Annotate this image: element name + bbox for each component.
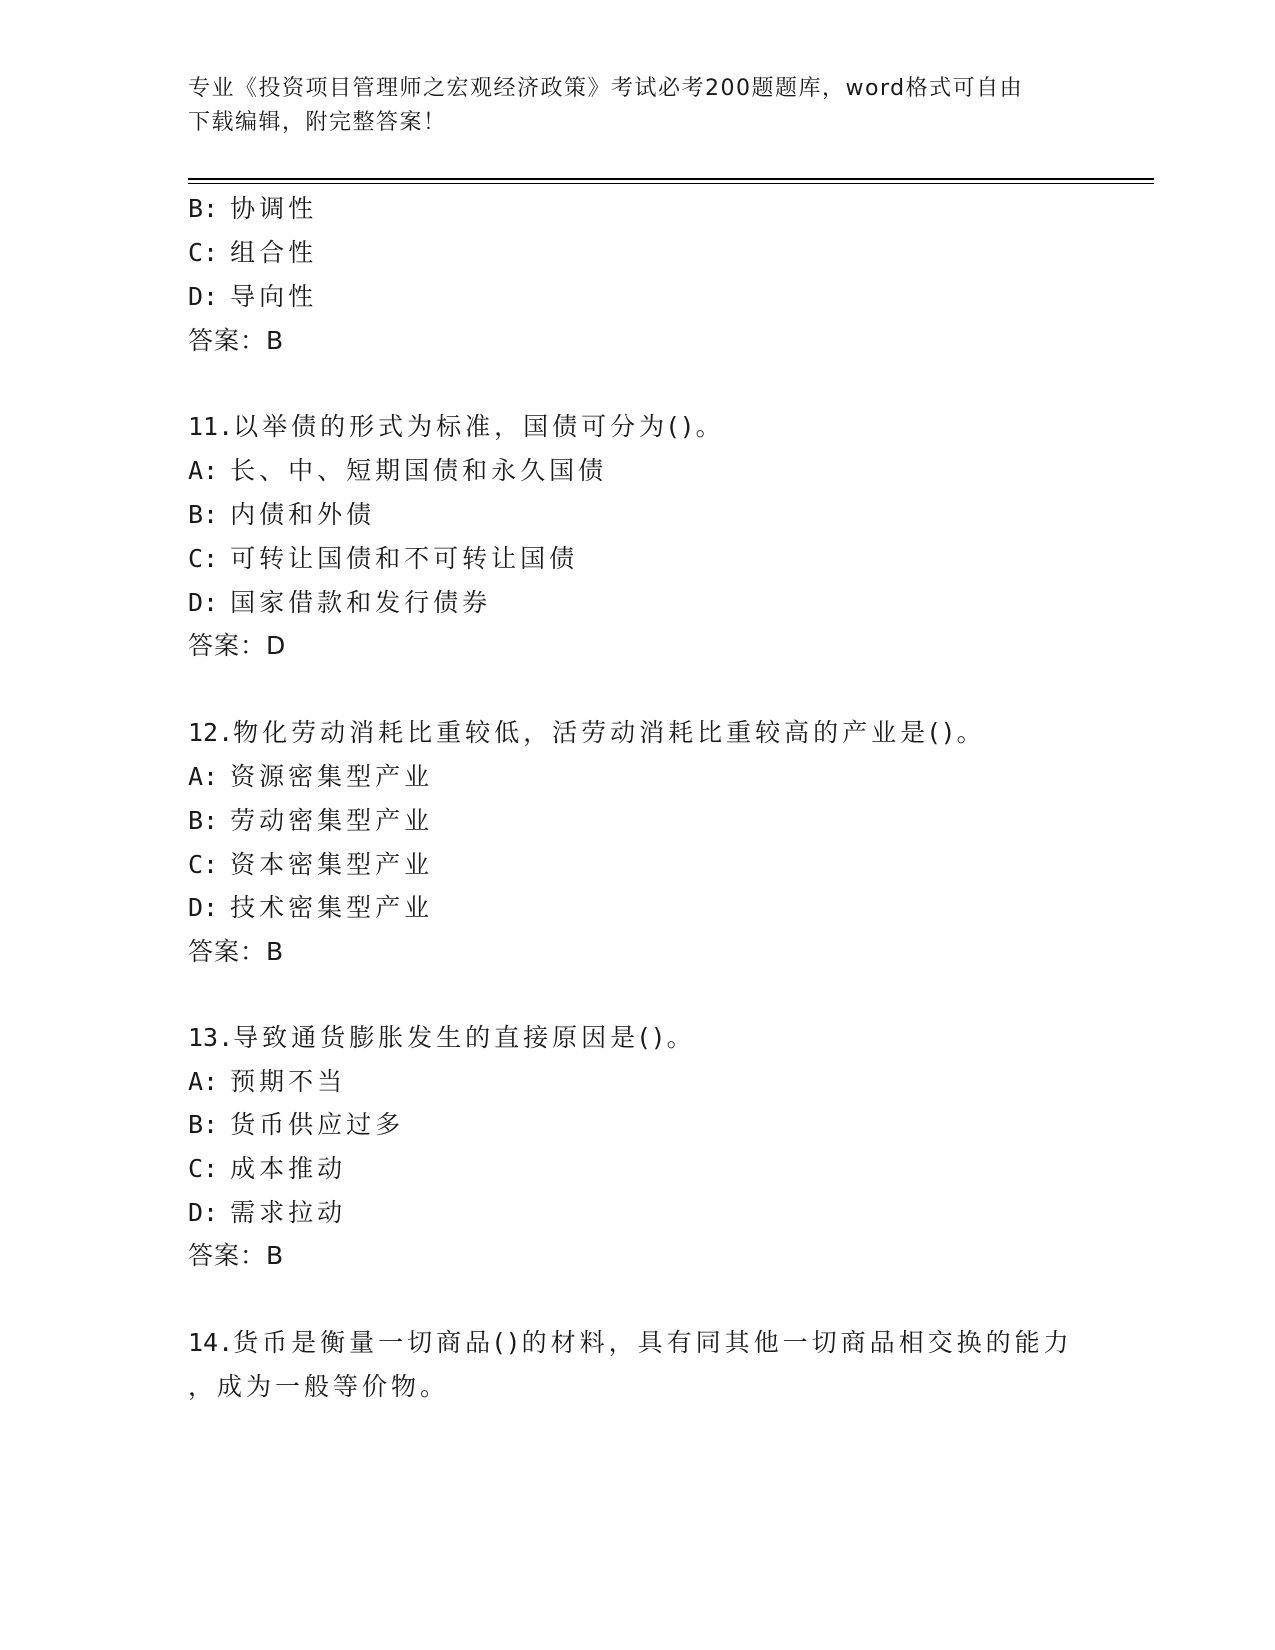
answer: 答案：B bbox=[188, 1241, 285, 1270]
document-header bbox=[188, 72, 1068, 140]
answer: 答案：B bbox=[188, 937, 285, 966]
option-c: C: 资本密集型产业 bbox=[188, 850, 434, 879]
answer: 答案：B bbox=[188, 326, 285, 355]
question-stem: 11.以举债的形式为标准，国债可分为()。 bbox=[188, 412, 725, 441]
header-divider bbox=[188, 178, 1154, 180]
option-b: B: 劳动密集型产业 bbox=[188, 806, 434, 835]
question-stem: 13.导致通货膨胀发生的直接原因是()。 bbox=[188, 1023, 696, 1052]
option-d: D: 技术密集型产业 bbox=[188, 893, 434, 922]
header-line-1: 专业《投资项目管理师之宏观经济政策》考试必考200题题库，word格式可自由 bbox=[188, 76, 1024, 101]
header-divider-thin bbox=[188, 183, 1154, 184]
option-a: A: 长、中、短期国债和永久国债 bbox=[188, 456, 608, 485]
option-d: D: 需求拉动 bbox=[188, 1198, 347, 1227]
header-line-2: 下载编辑，附完整答案！ bbox=[188, 110, 447, 135]
option-b: B: 货币供应过多 bbox=[188, 1110, 405, 1139]
option-a: A: 预期不当 bbox=[188, 1067, 347, 1096]
option-d: D: 导向性 bbox=[188, 282, 318, 311]
option-c: C: 组合性 bbox=[188, 238, 318, 267]
question-stem-continued: ，成为一般等价物。 bbox=[188, 1372, 450, 1401]
option-d: D: 国家借款和发行债券 bbox=[188, 588, 492, 617]
option-a: A: 资源密集型产业 bbox=[188, 762, 434, 791]
option-c: C: 可转让国债和不可转让国债 bbox=[188, 544, 579, 573]
question-stem: 12.物化劳动消耗比重较低，活劳动消耗比重较高的产业是()。 bbox=[188, 718, 986, 747]
option-c: C: 成本推动 bbox=[188, 1154, 347, 1183]
option-b: B: 内债和外债 bbox=[188, 500, 376, 529]
answer: 答案：D bbox=[188, 631, 287, 660]
question-stem: 14.货币是衡量一切商品()的材料，具有同其他一切商品相交换的能力 bbox=[188, 1328, 1073, 1357]
option-b: B: 协调性 bbox=[188, 194, 318, 223]
